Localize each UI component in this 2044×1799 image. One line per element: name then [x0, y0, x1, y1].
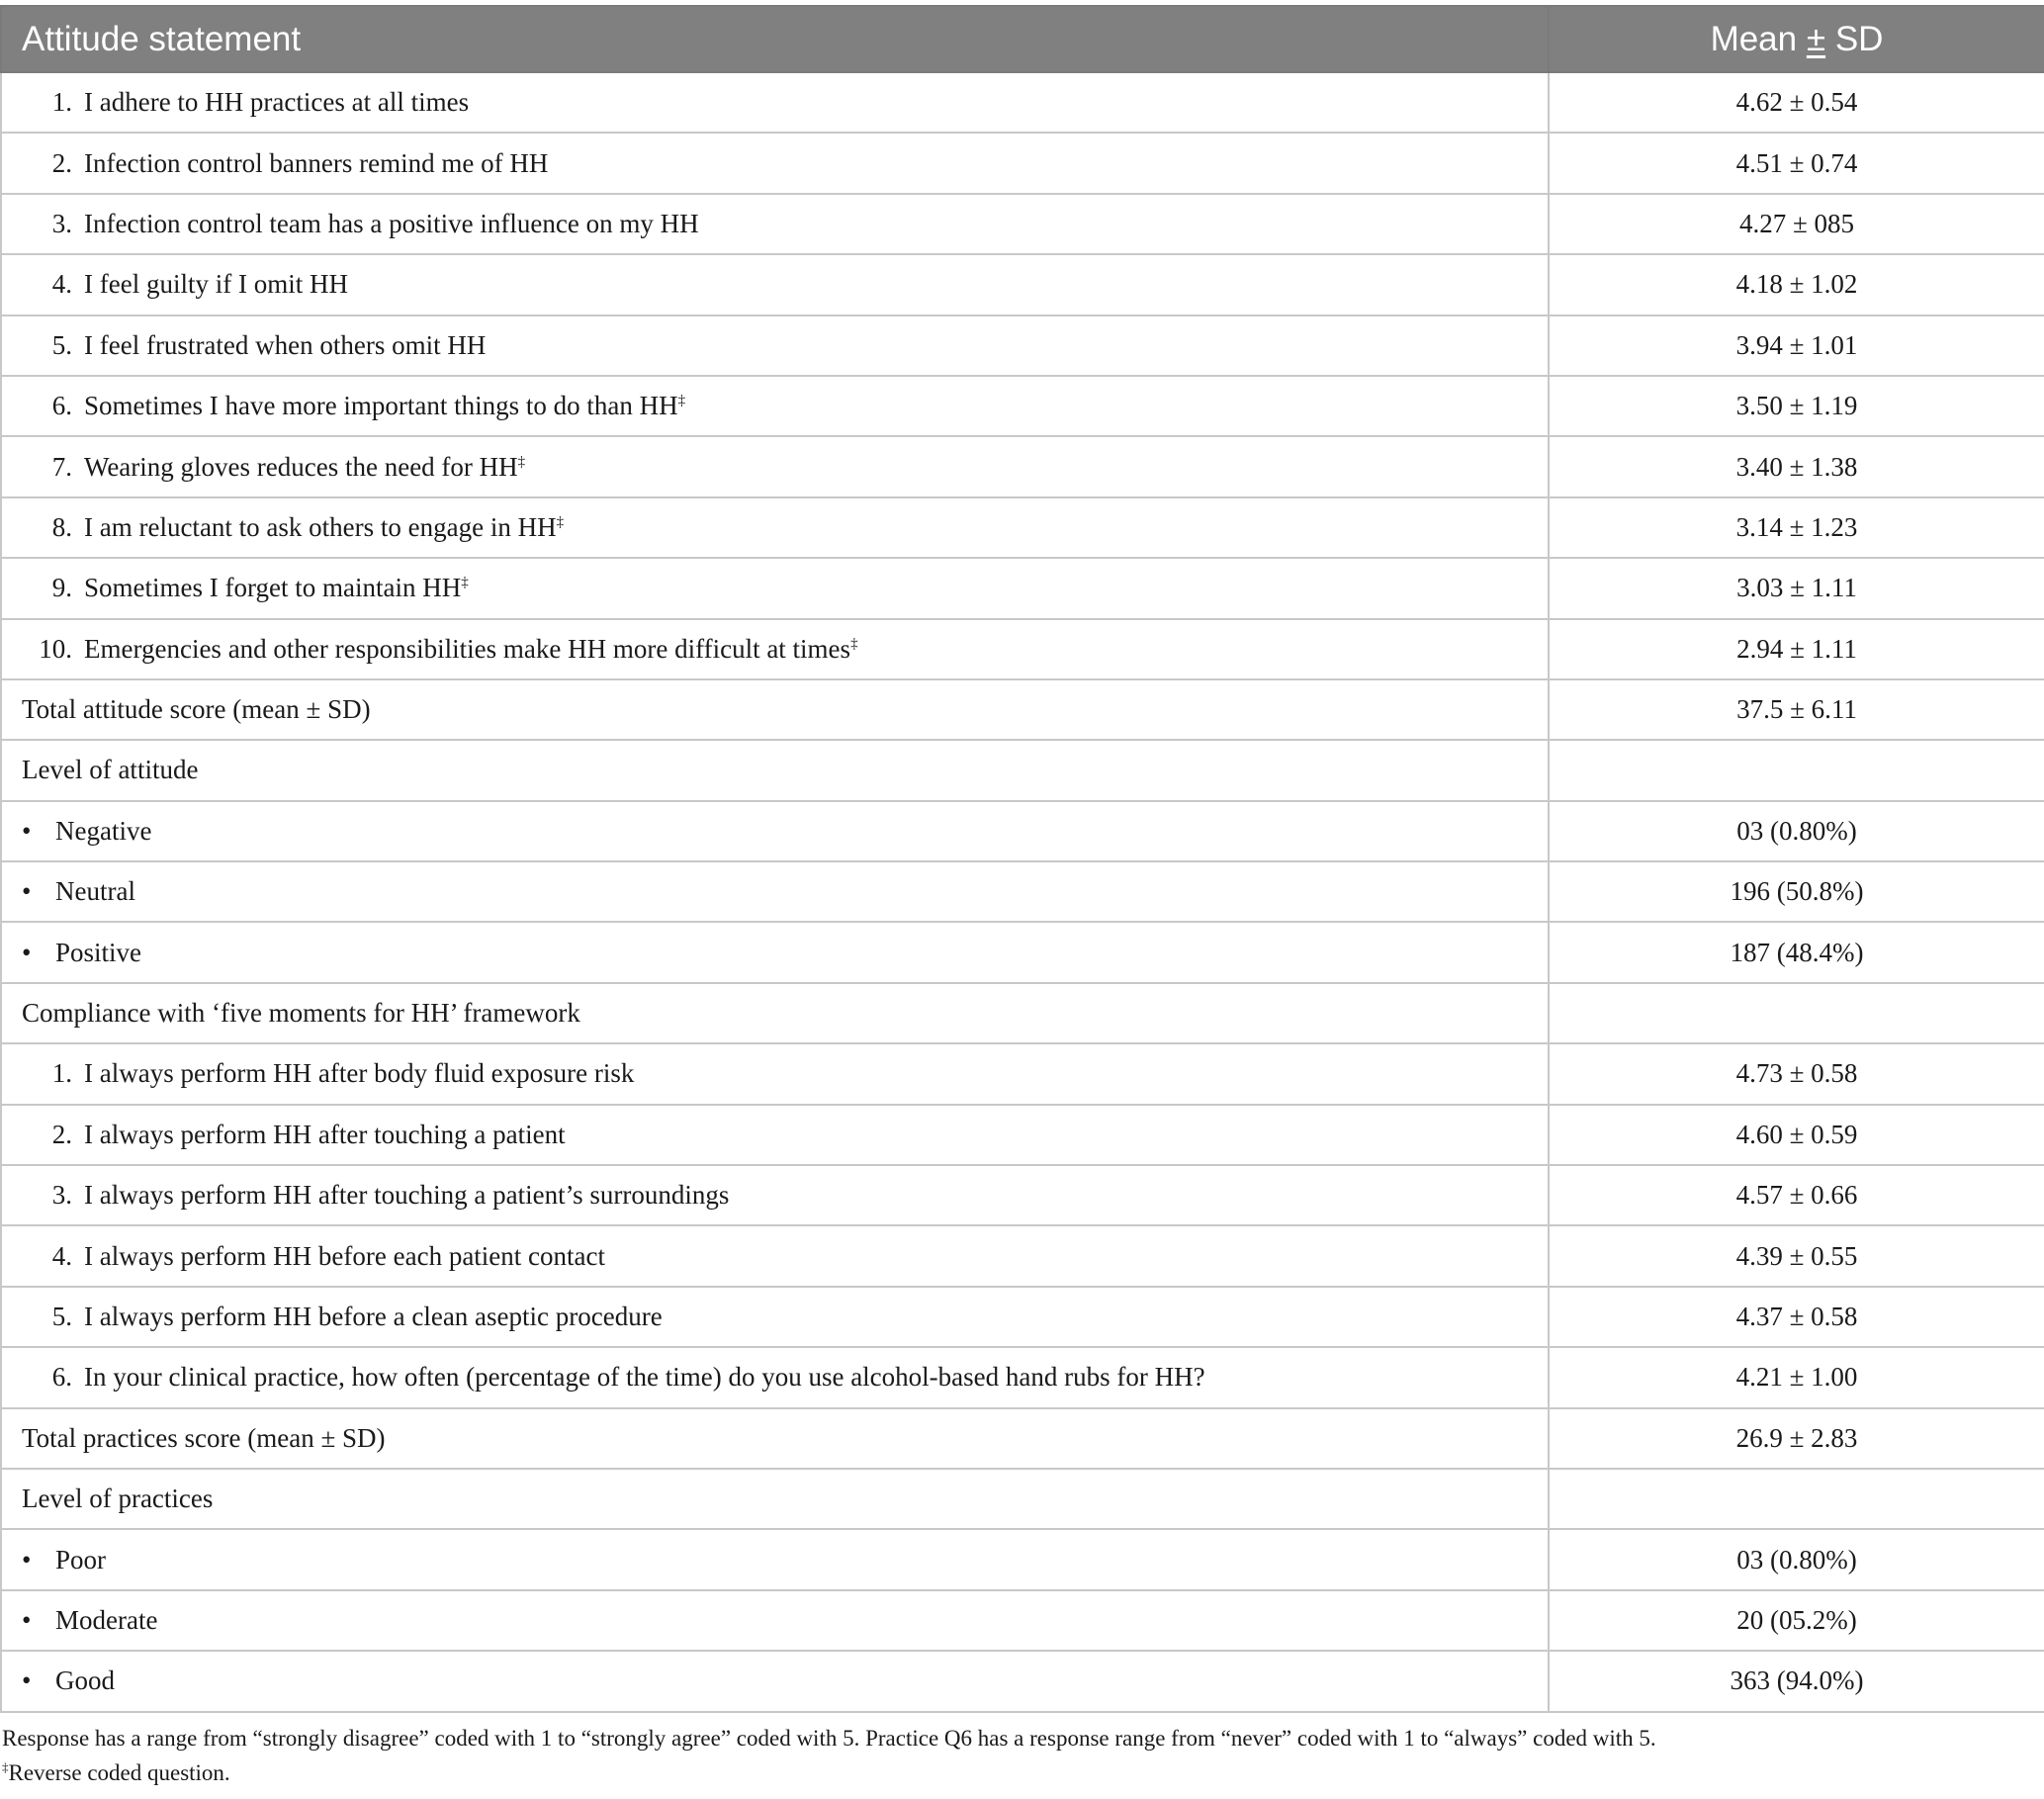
statement-text: Sometimes I have more important things to do than HH — [84, 391, 678, 421]
item-number: 8. — [51, 511, 72, 542]
table-row — [1, 315, 2044, 376]
value-cell: 03 (0.80%) — [1549, 801, 2044, 861]
table-row — [1, 1287, 2044, 1347]
value-cell: 4.27 ± 085 — [1549, 194, 2044, 254]
level-category-cell — [1, 1590, 1549, 1651]
value-cell: 3.40 ± 1.38 — [1549, 436, 2044, 496]
statement-text: I always perform HH before a clean aseptic procedure — [84, 1302, 663, 1331]
item-number: 2. — [51, 147, 72, 178]
statement-cell — [1, 133, 1549, 193]
item-number: 6. — [51, 1362, 72, 1393]
footnote-response-range: Response has a range from “strongly disagree” coded with 1 to “strongly agree” coded with 5. Practice Q6 has a response range from “never” coded with 1 to “always” coded with 5. — [2, 1726, 1656, 1751]
level-category-label: Neutral — [55, 876, 135, 907]
value-cell: 4.73 ± 0.58 — [1549, 1043, 2044, 1104]
table-row — [1, 861, 2044, 922]
statement-text: I always perform HH before each patient contact — [84, 1240, 606, 1271]
value-cell: 196 (50.8%) — [1549, 861, 2044, 922]
statement-cell — [1, 1105, 1549, 1165]
statement-cell — [1, 619, 1549, 679]
value-cell: 03 (0.80%) — [1549, 1529, 2044, 1589]
table-row — [1, 1347, 2044, 1407]
value-cell: 3.14 ± 1.23 — [1549, 497, 2044, 558]
statement-cell — [1, 1043, 1549, 1104]
header-mean-text: Mean — [1710, 19, 1798, 58]
level-category-label: Moderate — [55, 1604, 158, 1635]
level-category-label: Poor — [55, 1544, 107, 1574]
table-row — [1, 1469, 2044, 1529]
level-category-cell — [1, 861, 1549, 922]
section-label: Compliance with ‘five moments for HH’ framework — [1, 983, 1549, 1043]
statement-text: I feel frustrated when others omit HH — [84, 329, 487, 360]
reverse-coded-mark: ‡ — [517, 453, 526, 470]
table-footnotes — [2, 1721, 2039, 1790]
table-row — [1, 922, 2044, 982]
value-cell: 26.9 ± 2.83 — [1549, 1408, 2044, 1469]
attitude-practices-table-container — [0, 5, 2044, 1713]
table-row — [1, 801, 2044, 861]
item-number: 3. — [51, 208, 72, 238]
statement-cell — [1, 1347, 1549, 1407]
table-body — [1, 72, 2044, 1712]
table-row — [1, 1165, 2044, 1225]
level-category-cell — [1, 1529, 1549, 1589]
value-cell: 3.94 ± 1.01 — [1549, 315, 2044, 376]
statement-text: I always perform HH after touching a patient — [84, 1119, 566, 1149]
section-label: Level of attitude — [1, 740, 1549, 800]
table-row — [1, 376, 2044, 436]
level-category-label: Negative — [55, 815, 152, 846]
level-category-cell — [1, 922, 1549, 982]
value-cell — [1549, 740, 2044, 800]
value-cell: 4.62 ± 0.54 — [1549, 72, 2044, 133]
item-number: 7. — [51, 451, 72, 482]
statement-cell — [1, 1225, 1549, 1286]
value-cell: 2.94 ± 1.11 — [1549, 619, 2044, 679]
bullet-icon: • — [22, 1544, 32, 1574]
table-row — [1, 983, 2044, 1043]
reverse-coded-mark: ‡ — [556, 513, 565, 530]
statement-text: Infection control team has a positive influence on my HH — [84, 208, 699, 238]
value-cell: 4.21 ± 1.00 — [1549, 1347, 2044, 1407]
table-row — [1, 1529, 2044, 1589]
reverse-coded-mark: ‡ — [461, 575, 469, 591]
footnote-reverse-coded — [2, 1755, 2039, 1790]
value-cell — [1549, 1469, 2044, 1529]
table-row — [1, 254, 2044, 315]
table-row — [1, 1105, 2044, 1165]
column-header-mean-sd — [1549, 6, 2044, 72]
statement-cell — [1, 376, 1549, 436]
item-number: 6. — [51, 391, 72, 421]
table-row — [1, 497, 2044, 558]
statement-text: I feel guilty if I omit HH — [84, 269, 348, 300]
value-cell: 20 (05.2%) — [1549, 1590, 2044, 1651]
item-number: 10. — [39, 633, 72, 664]
statement-text: Sometimes I forget to maintain HH — [84, 573, 462, 603]
level-category-label: Positive — [55, 937, 142, 967]
table-row — [1, 1590, 2044, 1651]
bullet-icon: • — [22, 815, 32, 846]
table-row — [1, 679, 2044, 740]
table-row — [1, 1043, 2044, 1104]
value-cell: 4.60 ± 0.59 — [1549, 1105, 2044, 1165]
reverse-coded-mark: ‡ — [677, 393, 686, 409]
section-label: Total attitude score (mean ± SD) — [1, 679, 1549, 740]
bullet-icon: • — [22, 1604, 32, 1635]
statement-cell — [1, 194, 1549, 254]
statement-cell — [1, 1287, 1549, 1347]
value-cell: 4.37 ± 0.58 — [1549, 1287, 2044, 1347]
value-cell: 4.57 ± 0.66 — [1549, 1165, 2044, 1225]
value-cell: 37.5 ± 6.11 — [1549, 679, 2044, 740]
statement-text: In your clinical practice, how often (percentage of the time) do you use alcohol-based hand rubs for HH? — [84, 1362, 1205, 1393]
statement-cell — [1, 254, 1549, 315]
item-number: 4. — [51, 1240, 72, 1271]
bullet-icon: • — [22, 1665, 32, 1696]
attitude-practices-table — [0, 5, 2044, 1713]
statement-cell — [1, 558, 1549, 618]
item-number: 4. — [51, 269, 72, 300]
value-cell: 4.18 ± 1.02 — [1549, 254, 2044, 315]
table-header — [1, 6, 2044, 72]
table-row — [1, 72, 2044, 133]
item-number: 5. — [51, 1302, 72, 1331]
statement-text: Wearing gloves reduces the need for HH — [84, 451, 518, 482]
value-cell: 363 (94.0%) — [1549, 1651, 2044, 1711]
statement-cell — [1, 315, 1549, 376]
statement-text: I adhere to HH practices at all times — [84, 87, 470, 118]
section-label: Level of practices — [1, 1469, 1549, 1529]
level-category-cell — [1, 1651, 1549, 1711]
section-label: Total practices score (mean ± SD) — [1, 1408, 1549, 1469]
bullet-icon: • — [22, 937, 32, 967]
level-category-cell — [1, 801, 1549, 861]
item-number: 3. — [51, 1180, 72, 1211]
header-row — [1, 6, 2044, 72]
table-row — [1, 619, 2044, 679]
table-row — [1, 133, 2044, 193]
footnote-double-dagger-mark: ‡ — [2, 1759, 9, 1774]
header-plus-minus: ± — [1806, 19, 1826, 58]
statement-cell — [1, 1165, 1549, 1225]
statement-text: Infection control banners remind me of HH — [84, 147, 549, 178]
header-sd-text: SD — [1834, 19, 1884, 58]
table-row — [1, 194, 2044, 254]
table-row — [1, 1651, 2044, 1711]
value-cell: 4.51 ± 0.74 — [1549, 133, 2044, 193]
statement-cell — [1, 497, 1549, 558]
statement-cell — [1, 436, 1549, 496]
value-cell: 3.50 ± 1.19 — [1549, 376, 2044, 436]
level-category-label: Good — [55, 1665, 115, 1696]
value-cell — [1549, 983, 2044, 1043]
item-number: 2. — [51, 1119, 72, 1149]
item-number: 1. — [51, 1058, 72, 1089]
footnote-reverse-coded-text: Reverse coded question. — [8, 1760, 230, 1785]
column-header-statement: Attitude statement — [1, 6, 1549, 72]
bullet-icon: • — [22, 876, 32, 907]
statement-text: I am reluctant to ask others to engage in HH — [84, 511, 557, 542]
statement-cell — [1, 72, 1549, 133]
value-cell: 187 (48.4%) — [1549, 922, 2044, 982]
reverse-coded-mark: ‡ — [850, 635, 858, 652]
item-number: 5. — [51, 329, 72, 360]
value-cell: 4.39 ± 0.55 — [1549, 1225, 2044, 1286]
statement-text: I always perform HH after body fluid exposure risk — [84, 1058, 635, 1089]
item-number: 9. — [51, 573, 72, 603]
table-row — [1, 740, 2044, 800]
table-row — [1, 1408, 2044, 1469]
statement-text: I always perform HH after touching a patient’s surroundings — [84, 1180, 730, 1211]
statement-text: Emergencies and other responsibilities make HH more difficult at times — [84, 633, 851, 664]
table-row — [1, 1225, 2044, 1286]
item-number: 1. — [51, 87, 72, 118]
table-row — [1, 558, 2044, 618]
table-row — [1, 436, 2044, 496]
value-cell: 3.03 ± 1.11 — [1549, 558, 2044, 618]
